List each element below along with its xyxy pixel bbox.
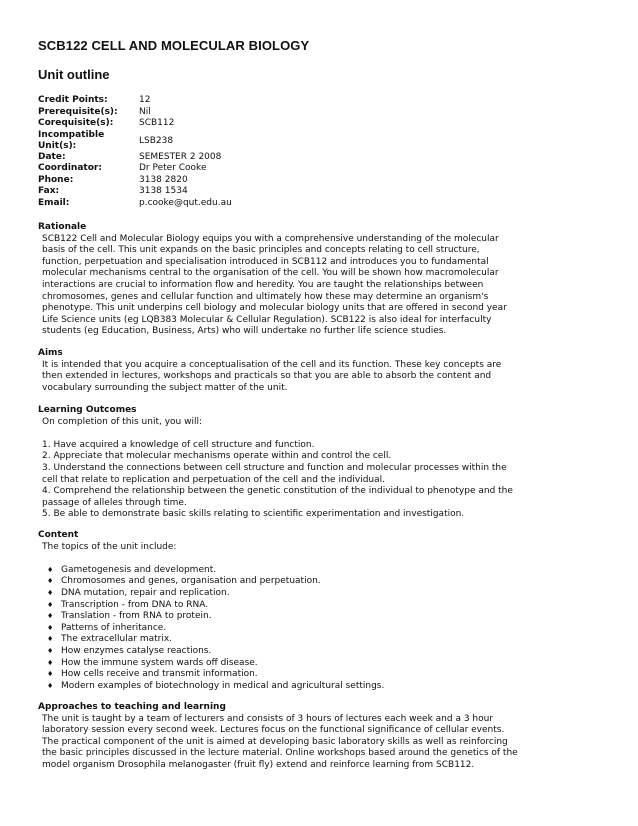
info-key: Phone: xyxy=(38,174,74,185)
text-line: then extended in lectures, workshops and practicals so that you are able to absorb the content and xyxy=(42,371,492,382)
info-key: Date: xyxy=(38,151,66,162)
list-item: ♦ Translation - from RNA to protein. xyxy=(42,611,598,623)
list-item: ♦ How cells receive and transmit information. xyxy=(42,669,598,681)
text-line: the basic principles discussed in the lecture material. Online workshops based around the genetics of the xyxy=(42,748,518,759)
info-value: 12 xyxy=(139,95,151,105)
text-line: SCB122 Cell and Molecular Biology equips you with a comprehensive understanding of the molecular xyxy=(42,233,499,244)
info-key: Credit Points: xyxy=(38,95,108,105)
rationale-section xyxy=(38,222,598,338)
list-item: ♦ Modern examples of biotechnology in medical and agricultural settings. xyxy=(42,681,598,693)
section-heading: Aims xyxy=(38,348,63,358)
info-row xyxy=(38,130,232,152)
email-link[interactable]: p.cooke@qut.edu.au xyxy=(139,197,232,208)
section-body xyxy=(38,234,598,338)
outcome-line: 4. Comprehend the relationship between the genetic constitution of the individual to phenotype and the xyxy=(42,486,513,497)
text-line: function, perpetuation and specialisation introduced in SCB112 and introduces you to fundamental xyxy=(42,256,489,267)
list-item: ♦ How the immune system wards off disease. xyxy=(42,658,598,670)
list-item: ♦ Gametogenesis and development. xyxy=(42,565,598,577)
aims-section xyxy=(38,348,598,394)
info-value: SEMESTER 2 2008 xyxy=(139,151,222,162)
info-key: Prerequisite(s): xyxy=(38,106,118,117)
info-key: Corequisite(s): xyxy=(38,118,114,128)
outcome-line: 2. Appreciate that molecular mechanisms operate within and control the cell. xyxy=(42,451,392,462)
info-value: LSB238 xyxy=(139,135,174,146)
section-intro: On completion of this unit, you will: xyxy=(42,416,202,427)
text-line: The unit is taught by a team of lecturers and consists of 3 hours of lectures each week and a 3 hour xyxy=(42,713,494,724)
document-title: SCB122 CELL AND MOLECULAR BIOLOGY xyxy=(38,38,310,53)
text-line: laboratory session every second week. Lectures focus on the functional significance of cellular events. xyxy=(42,725,505,736)
info-row xyxy=(38,107,232,119)
text-line: phenotype. This unit underpins cell biology and molecular biology units that are offered in second year xyxy=(42,303,507,314)
info-key: Email: xyxy=(38,197,70,208)
outcome-line: 3. Understand the connections between cell structure and function and molecular processes within the xyxy=(42,462,507,473)
section-body xyxy=(38,714,598,772)
section-heading: Approaches to teaching and learning xyxy=(38,702,226,712)
section-body xyxy=(38,417,598,521)
list-item: ♦ Chromosomes and genes, organisation and perpetuation. xyxy=(42,576,598,588)
outcome-line: cell that relate to replication and perpetuation of the cell and the individual. xyxy=(42,474,385,485)
info-row xyxy=(38,118,232,130)
text-line: chromosomes, genes and cellular function and ultimately how these may determine an organism's xyxy=(42,291,489,302)
info-row xyxy=(38,152,232,164)
text-line: basis of the cell. This unit expands on the basic principles and concepts relating to cell structure, xyxy=(42,245,480,256)
section-heading: Learning Outcomes xyxy=(38,405,137,415)
info-value: Dr Peter Cooke xyxy=(139,163,207,173)
section-intro: The topics of the unit include: xyxy=(42,541,177,552)
info-row xyxy=(38,186,232,198)
text-line: interactions are crucial to information flow and heredity. You are taught the relationships between xyxy=(42,279,484,290)
info-key: Fax: xyxy=(38,186,60,196)
text-line: The practical component of the unit is aimed at developing basic laboratory skills as well as reinforcing xyxy=(42,736,508,747)
info-row xyxy=(38,175,232,187)
info-row xyxy=(38,95,232,107)
topics-list xyxy=(42,565,598,693)
outcome-line: 1. Have acquired a knowledge of cell structure and function. xyxy=(42,439,315,450)
learning-outcomes-section xyxy=(38,405,598,521)
outcome-line: 5. Be able to demonstrate basic skills relating to scientific experimentation and investigation. xyxy=(42,509,465,520)
section-heading: Rationale xyxy=(38,222,87,232)
info-value: Nil xyxy=(139,106,151,117)
text-line: molecular mechanisms central to the organisation of the cell. You will be shown how macromolecular xyxy=(42,268,499,279)
approaches-section xyxy=(38,702,598,772)
info-value: 3138 2820 xyxy=(139,174,188,185)
text-line: model organism Drosophila melanogaster (fruit fly) extend and reinforce learning from SCB112. xyxy=(42,759,475,770)
section-heading: Content xyxy=(38,530,79,540)
content-section xyxy=(38,530,598,692)
text-line: vocabulary surrounding the subject matter of the unit. xyxy=(42,382,288,393)
text-line: It is intended that you acquire a conceptualisation of the cell and its function. These key concepts are xyxy=(42,359,502,370)
unit-info-table xyxy=(38,95,232,209)
info-row xyxy=(38,163,232,175)
document-subtitle: Unit outline xyxy=(38,67,110,82)
info-row xyxy=(38,198,232,210)
list-item: ♦ DNA mutation, repair and replication. xyxy=(42,588,598,600)
info-value: SCB112 xyxy=(139,118,175,128)
info-value: 3138 1534 xyxy=(139,186,188,196)
list-item: ♦ How enzymes catalyse reactions. xyxy=(42,646,598,658)
text-line: Life Science units (eg LQB383 Molecular & Cellular Regulation). SCB122 is also ideal for interfaculty xyxy=(42,314,492,325)
section-body xyxy=(38,542,598,693)
list-item: ♦ Transcription - from DNA to RNA. xyxy=(42,600,598,612)
text-line: students (eg Education, Business, Arts) who will undertake no further life science studies. xyxy=(42,326,447,337)
section-body xyxy=(38,360,598,395)
info-key: Incompatible Unit(s): xyxy=(38,129,105,151)
list-item: ♦ Patterns of inheritance. xyxy=(42,623,598,635)
list-item: ♦ The extracellular matrix. xyxy=(42,634,598,646)
outcome-line: passage of alleles through time. xyxy=(42,497,187,508)
info-key: Coordinator: xyxy=(38,163,102,173)
